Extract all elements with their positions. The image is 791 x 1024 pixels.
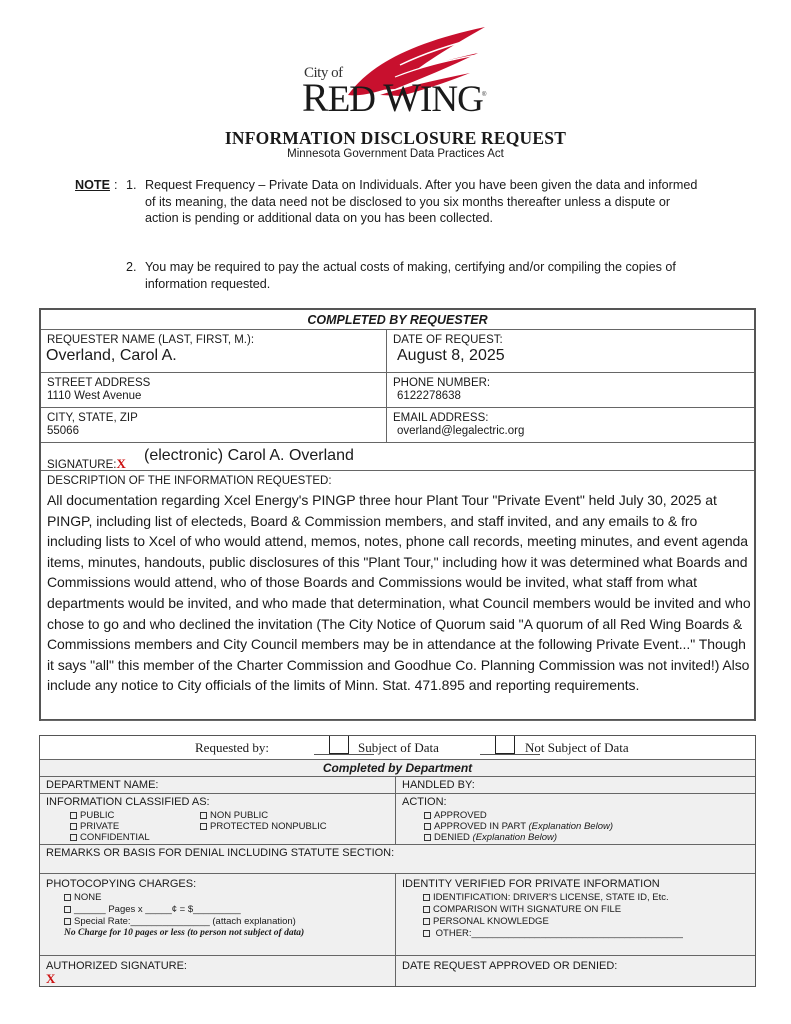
email-address-value: overland@legalectric.org: [397, 425, 525, 437]
checkbox-icon: [424, 823, 431, 830]
city-state-zip-field[interactable]: CITY, STATE, ZIP 55066: [41, 408, 387, 442]
no-charge-note: No Charge for 10 pages or less (to person not subject of data): [64, 928, 305, 938]
phone-number-field[interactable]: PHONE NUMBER: 6122278638: [387, 373, 754, 407]
checkbox-icon: [70, 812, 77, 819]
checkbox-icon: [424, 812, 431, 819]
classified-public-option[interactable]: PUBLIC: [70, 810, 114, 821]
action-denied-option[interactable]: DENIED (Explanation Below): [424, 832, 557, 843]
checkbox-icon: [423, 894, 430, 901]
date-of-request-field[interactable]: DATE OF REQUEST: August 8, 2025: [387, 330, 754, 372]
classified-non-public-option[interactable]: NON PUBLIC: [200, 810, 268, 821]
action-approved-option[interactable]: APPROVED: [424, 810, 487, 821]
note-item: 2. You may be required to pay the actual costs of making, certifying and/or compiling the copies of information requested.: [126, 260, 676, 291]
identity-signature-comparison-option[interactable]: COMPARISON WITH SIGNATURE ON FILE: [423, 904, 621, 915]
description-field[interactable]: DESCRIPTION OF THE INFORMATION REQUESTED: All documentation regarding Xcel Energy's PINGP three hour Plant Tour "Private Event" held July 30, 2025 at PINGP, including list of electeds, Board & Commission members, and staff invited, and any emails to & fro including lists to Xcel of who would attend, memos, notes, phone call records, meeting minutes, and event agenda items, minutes, handouts, public disclosures of this "Plant Tour," including how it was determined what Boards and Commissions would attend, who of those Boards and Commissions would be invited, what staff from what departments would be invited, and who made that determination, what Council members would be invited and who chose to go and who declined the invitation (The City Notice of Quorum said "A quorum of all Red Wing Boards & Commissions members and City Council members may be in attendance at the following Private Event..." Though it says "all" this member of the Charter Commission and Goodhue Co. Planning Commission was not invited!) Also include any notice to City officials of the limits of Minn. Stat. 471.895 and reporting requirements.: [41, 471, 754, 721]
city-state-zip-value: 55066: [47, 425, 79, 437]
identity-other-option[interactable]: OTHER:________________________________________: [423, 928, 683, 939]
signature-field[interactable]: SIGNATURE:X (electronic) Carol A. Overland: [41, 443, 754, 471]
signature-x-mark: X: [116, 456, 126, 471]
email-address-field[interactable]: EMAIL ADDRESS: overland@legalectric.org: [387, 408, 754, 442]
logo-trademark: ®: [482, 92, 487, 98]
checkbox-icon: [70, 834, 77, 841]
requested-by-row: Requested by: Subject of Data Not Subject of Data: [40, 736, 755, 760]
requester-name-field[interactable]: REQUESTER NAME (LAST, FIRST, M.): Overland, Carol A.: [41, 330, 387, 372]
action-approved-in-part-option[interactable]: APPROVED IN PART (Explanation Below): [424, 821, 613, 832]
logo-city-of: City of: [304, 65, 343, 81]
checkbox-icon: [200, 823, 207, 830]
photocopy-none-option[interactable]: NONE: [64, 892, 101, 903]
signature-value: (electronic) Carol A. Overland: [144, 447, 354, 464]
signature-x-mark: X: [46, 971, 56, 986]
department-section: [39, 735, 756, 987]
checkbox-icon: [423, 906, 430, 913]
phone-number-value: 6122278638: [397, 390, 461, 402]
identity-verified-field: IDENTITY VERIFIED FOR PRIVATE INFORMATION IDENTIFICATION: DRIVER'S LICENSE, STATE ID, Etc. COMPARISON WITH SIGNATURE ON FILE PERSONAL KNOWLEDGE OTHER:________________________________________: [402, 878, 683, 939]
classified-protected-nonpublic-option[interactable]: PROTECTED NONPUBLIC: [200, 821, 327, 832]
street-address-value: 1110 West Avenue: [47, 390, 142, 402]
department-section-header: Completed by Department: [40, 760, 755, 777]
photocopy-pages-option[interactable]: ______ Pages x _____¢ = $_________: [64, 904, 241, 915]
page-title: INFORMATION DISCLOSURE REQUEST: [224, 128, 567, 148]
authorized-signature-field[interactable]: AUTHORIZED SIGNATURE: X: [40, 956, 396, 986]
date-approved-field[interactable]: DATE REQUEST APPROVED OR DENIED:: [402, 960, 618, 972]
subject-of-data-checkbox[interactable]: [329, 736, 349, 754]
checkbox-icon: [200, 812, 207, 819]
photocopy-special-rate-option[interactable]: Special Rate:_______________ (attach explanation): [64, 916, 296, 927]
logo-red-wing: RED WING: [302, 75, 483, 120]
checkbox-icon: [423, 930, 430, 937]
checkbox-icon: [424, 834, 431, 841]
checkbox-icon: [64, 894, 71, 901]
identity-personal-knowledge-option[interactable]: PERSONAL KNOWLEDGE: [423, 916, 549, 927]
department-name-field[interactable]: DEPARTMENT NAME:: [40, 777, 396, 793]
identity-identification-option[interactable]: IDENTIFICATION: DRIVER'S LICENSE, STATE ID, Etc.: [423, 892, 669, 903]
classified-confidential-option[interactable]: CONFIDENTIAL: [70, 832, 150, 843]
classified-private-option[interactable]: PRIVATE: [70, 821, 119, 832]
checkbox-icon: [423, 918, 430, 925]
checkbox-icon: [64, 918, 71, 925]
note-label: NOTE: [75, 178, 110, 192]
requester-section: [39, 308, 756, 721]
requester-section-header: COMPLETED BY REQUESTER: [41, 310, 754, 330]
description-value: All documentation regarding Xcel Energy's PINGP three hour Plant Tour "Private Event" held July 30, 2025 at PINGP, including list of electeds, Board & Commission members, and staff invited, and any emails to & fro including lists to Xcel of who would attend, memos, notes, phone call records, meeting minutes, and event agenda items, minutes, handouts, public disclosures of this "Plant Tour," including how it was determined what Boards and Commissions would attend, who of those Boards and Commissions would be invited, what staff from what departments would be invited, and who made that determination, what Council members would be invited and who chose to go and who declined the invitation (The City Notice of Quorum said "A quorum of all Red Wing Boards & Commissions members and City Council members may be in attendance at the following Private Event..." Though it says "all" this member of the Charter Commission and Goodhue Co. Planning Commission was not invited!) Also include any notice to City officials of the limits of Minn. Stat. 471.895 and reporting requirements.: [47, 492, 751, 694]
not-subject-of-data-checkbox[interactable]: [495, 736, 515, 754]
classification-field: INFORMATION CLASSIFIED AS: PUBLIC PRIVATE CONFIDENTIAL NON PUBLIC PROTECTED NONPUBLIC: [40, 794, 396, 844]
city-of-red-wing-logo: [300, 25, 500, 120]
checkbox-icon: [64, 906, 71, 913]
checkbox-icon: [70, 823, 77, 830]
remarks-field[interactable]: REMARKS OR BASIS FOR DENIAL INCLUDING STATUTE SECTION:: [40, 845, 755, 874]
handled-by-field[interactable]: HANDLED BY:: [402, 779, 475, 791]
requester-name-value: Overland, Carol A.: [46, 347, 177, 364]
page-subtitle: Minnesota Government Data Practices Act: [287, 148, 504, 160]
action-field: ACTION: APPROVED APPROVED IN PART (Explanation Below) DENIED (Explanation Below): [402, 796, 614, 843]
date-of-request-value: August 8, 2025: [397, 347, 505, 364]
photocopying-charges-field: PHOTOCOPYING CHARGES: NONE ______ Pages x _____¢ = $_________ Special Rate:_______________ (attach explanation) No Charge for 10 pages or less (to person not subject of data): [40, 874, 396, 955]
street-address-field[interactable]: STREET ADDRESS 1110 West Avenue: [41, 373, 387, 407]
note-item: 1. Request Frequency – Private Data on Individuals. After you have been given the data and informed of its meaning, the data need not be disclosed to you six months thereafter unless a dispute or action is pending or additional data on you has been collected.: [126, 178, 698, 225]
